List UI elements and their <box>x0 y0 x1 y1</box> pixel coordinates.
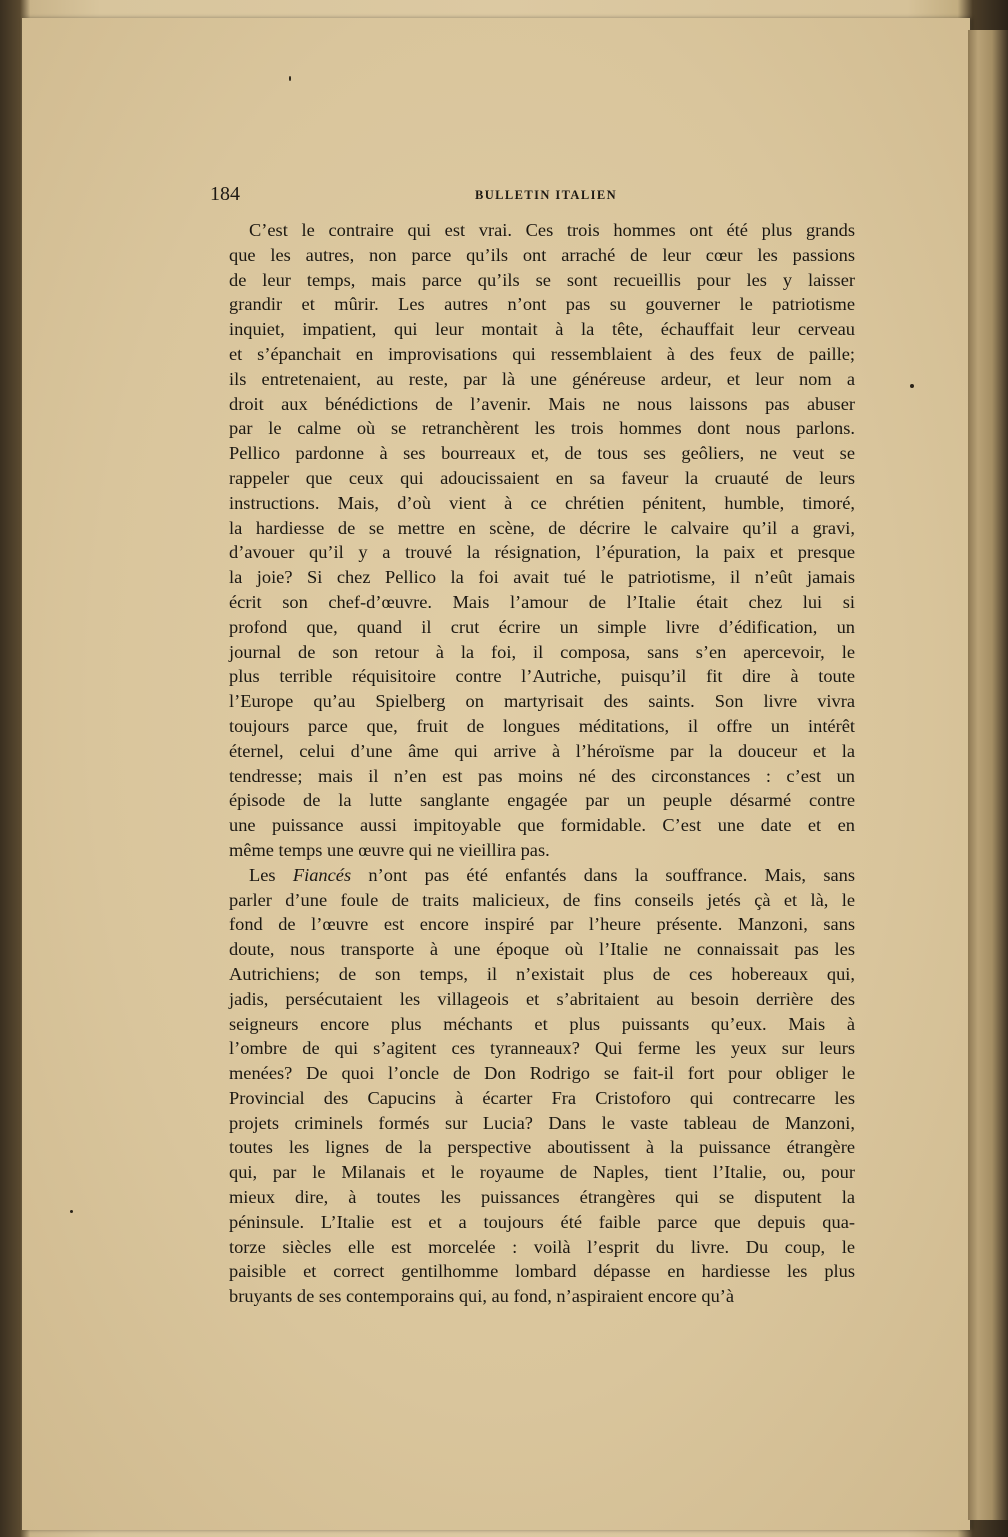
text-line: épisode de la lutte sanglante engagée par un peuple désarmé contre <box>229 790 855 811</box>
text-line: projets criminels formés sur Lucia? Dans le vaste tableau de Manzoni, <box>229 1112 855 1133</box>
text-line: de leur temps, mais parce qu’ils se sont recueillis pour les y laisser <box>229 269 855 290</box>
text-line: journal de son retour à la foi, il composa, sans s’en apercevoir, le <box>229 641 855 662</box>
speck <box>70 1210 73 1213</box>
text-line: ils entretenaient, au reste, par là une généreuse ardeur, et leur nom a <box>229 368 855 389</box>
text-line: la joie? Si chez Pellico la foi avait tué le patriotisme, il n’eût jamais <box>229 567 855 588</box>
text-line: parler d’une foule de traits malicieux, de fins conseils jetés çà et là, le <box>229 889 855 910</box>
text-line: paisible et correct gentilhomme lombard dépasse en hardiesse les plus <box>229 1261 855 1282</box>
text-line: doute, nous transporte à une époque où l’Italie ne connaissait pas les <box>229 939 855 960</box>
text-line: rappeler que ceux qui adoucissaient en sa faveur la cruauté de leurs <box>229 467 855 488</box>
text-line: profond que, quand il crut écrire un simple livre d’édification, un <box>229 616 855 637</box>
speck <box>289 76 291 81</box>
text-line: jadis, persécutaient les villageois et s’abritaient au besoin derrière des <box>229 988 855 1009</box>
text-line: une puissance aussi impitoyable que formidable. C’est une date et en <box>229 815 855 836</box>
text-line: fond de l’œuvre est encore inspiré par l’heure présente. Manzoni, sans <box>229 914 855 935</box>
italic-title: Fiancés <box>292 864 352 885</box>
text-line: Provincial des Capucins à écarter Fra Cristoforo qui contrecarre les <box>229 1087 855 1108</box>
text-line: qui, par le Milanais et le royaume de Naples, tient l’Italie, ou, pour <box>229 1162 855 1183</box>
text-line: grandir et mûrir. Les autres n’ont pas su gouverner le patriotisme <box>229 294 855 315</box>
text-line: même temps une œuvre qui ne vieillira pas. <box>229 839 550 860</box>
text-line: Pellico pardonne à ses bourreaux et, de tous ses geôliers, ne veut se <box>229 443 855 464</box>
next-page-edge <box>968 30 1008 1520</box>
text-line: toutes les lignes de la perspective aboutissent à la puissance étrangère <box>229 1137 855 1158</box>
page-header <box>210 183 850 207</box>
text-line: droit aux bénédictions de l’avenir. Mais ne nous laissons pas abuser <box>229 393 855 414</box>
text-line: l’Europe qu’au Spielberg on martyrisait des saints. Son livre vivra <box>229 691 855 712</box>
text-line: Autrichiens; de son temps, il n’existait plus de ces hobereaux qui, <box>229 963 855 984</box>
text-line: la hardiesse de se mettre en scène, de décrire le calvaire qu’il a gravi, <box>229 517 855 538</box>
text-line: que les autres, non parce qu’ils ont arraché de leur cœur les passions <box>229 244 855 265</box>
body-text <box>229 218 855 1309</box>
page-number: 184 <box>210 183 240 205</box>
speck <box>910 384 914 388</box>
text-line: éternel, celui d’une âme qui arrive à l’héroïsme par la douceur et la <box>229 740 855 761</box>
text-line: Les Fiancés n’ont pas été enfantés dans la souffrance. Mais, sans <box>249 864 855 885</box>
running-title: BULLETIN ITALIEN <box>475 188 617 202</box>
text-line: plus terrible réquisitoire contre l’Autriche, puisqu’il fit dire à toute <box>229 666 855 687</box>
text-line: tendresse; mais il n’en est pas moins né des circonstances : c’est un <box>229 765 855 786</box>
text-line: et s’épanchait en improvisations qui ressemblaient à des feux de paille; <box>229 343 855 364</box>
text-line: instructions. Mais, d’où vient à ce chrétien pénitent, humble, timoré, <box>229 492 855 513</box>
text-line: par le calme où se retranchèrent les trois hommes dont nous parlons. <box>229 418 855 439</box>
text-line: menées? De quoi l’oncle de Don Rodrigo se fait-il fort pour obliger le <box>229 1063 855 1084</box>
text-line: écrit son chef-d’œuvre. Mais l’amour de l’Italie était chez lui si <box>229 591 855 612</box>
text-line: toujours parce que, fruit de longues méditations, il offre un intérêt <box>229 715 855 736</box>
text-line: inquiet, impatient, qui leur montait à la tête, échauffait leur cerveau <box>229 319 855 340</box>
text-line: l’ombre de qui s’agitent ces tyranneaux? Qui ferme les yeux sur leurs <box>229 1038 855 1059</box>
text-line: torze siècles elle est morcelée : voilà l’esprit du livre. Du coup, le <box>229 1236 855 1257</box>
text-line: péninsule. L’Italie est et a toujours été faible parce que depuis qua- <box>229 1211 855 1232</box>
text-line: d’avouer qu’il y a trouvé la résignation, l’épuration, la paix et presque <box>229 542 855 563</box>
text-line: bruyants de ses contemporains qui, au fond, n’aspiraient encore qu’à <box>229 1286 735 1307</box>
text-line: mieux dire, à toutes les puissances étrangères qui se disputent la <box>229 1187 855 1208</box>
text-line: C’est le contraire qui est vrai. Ces trois hommes ont été plus grands <box>249 220 855 240</box>
text-line: seigneurs encore plus méchants et plus puissants qu’eux. Mais à <box>229 1013 855 1034</box>
